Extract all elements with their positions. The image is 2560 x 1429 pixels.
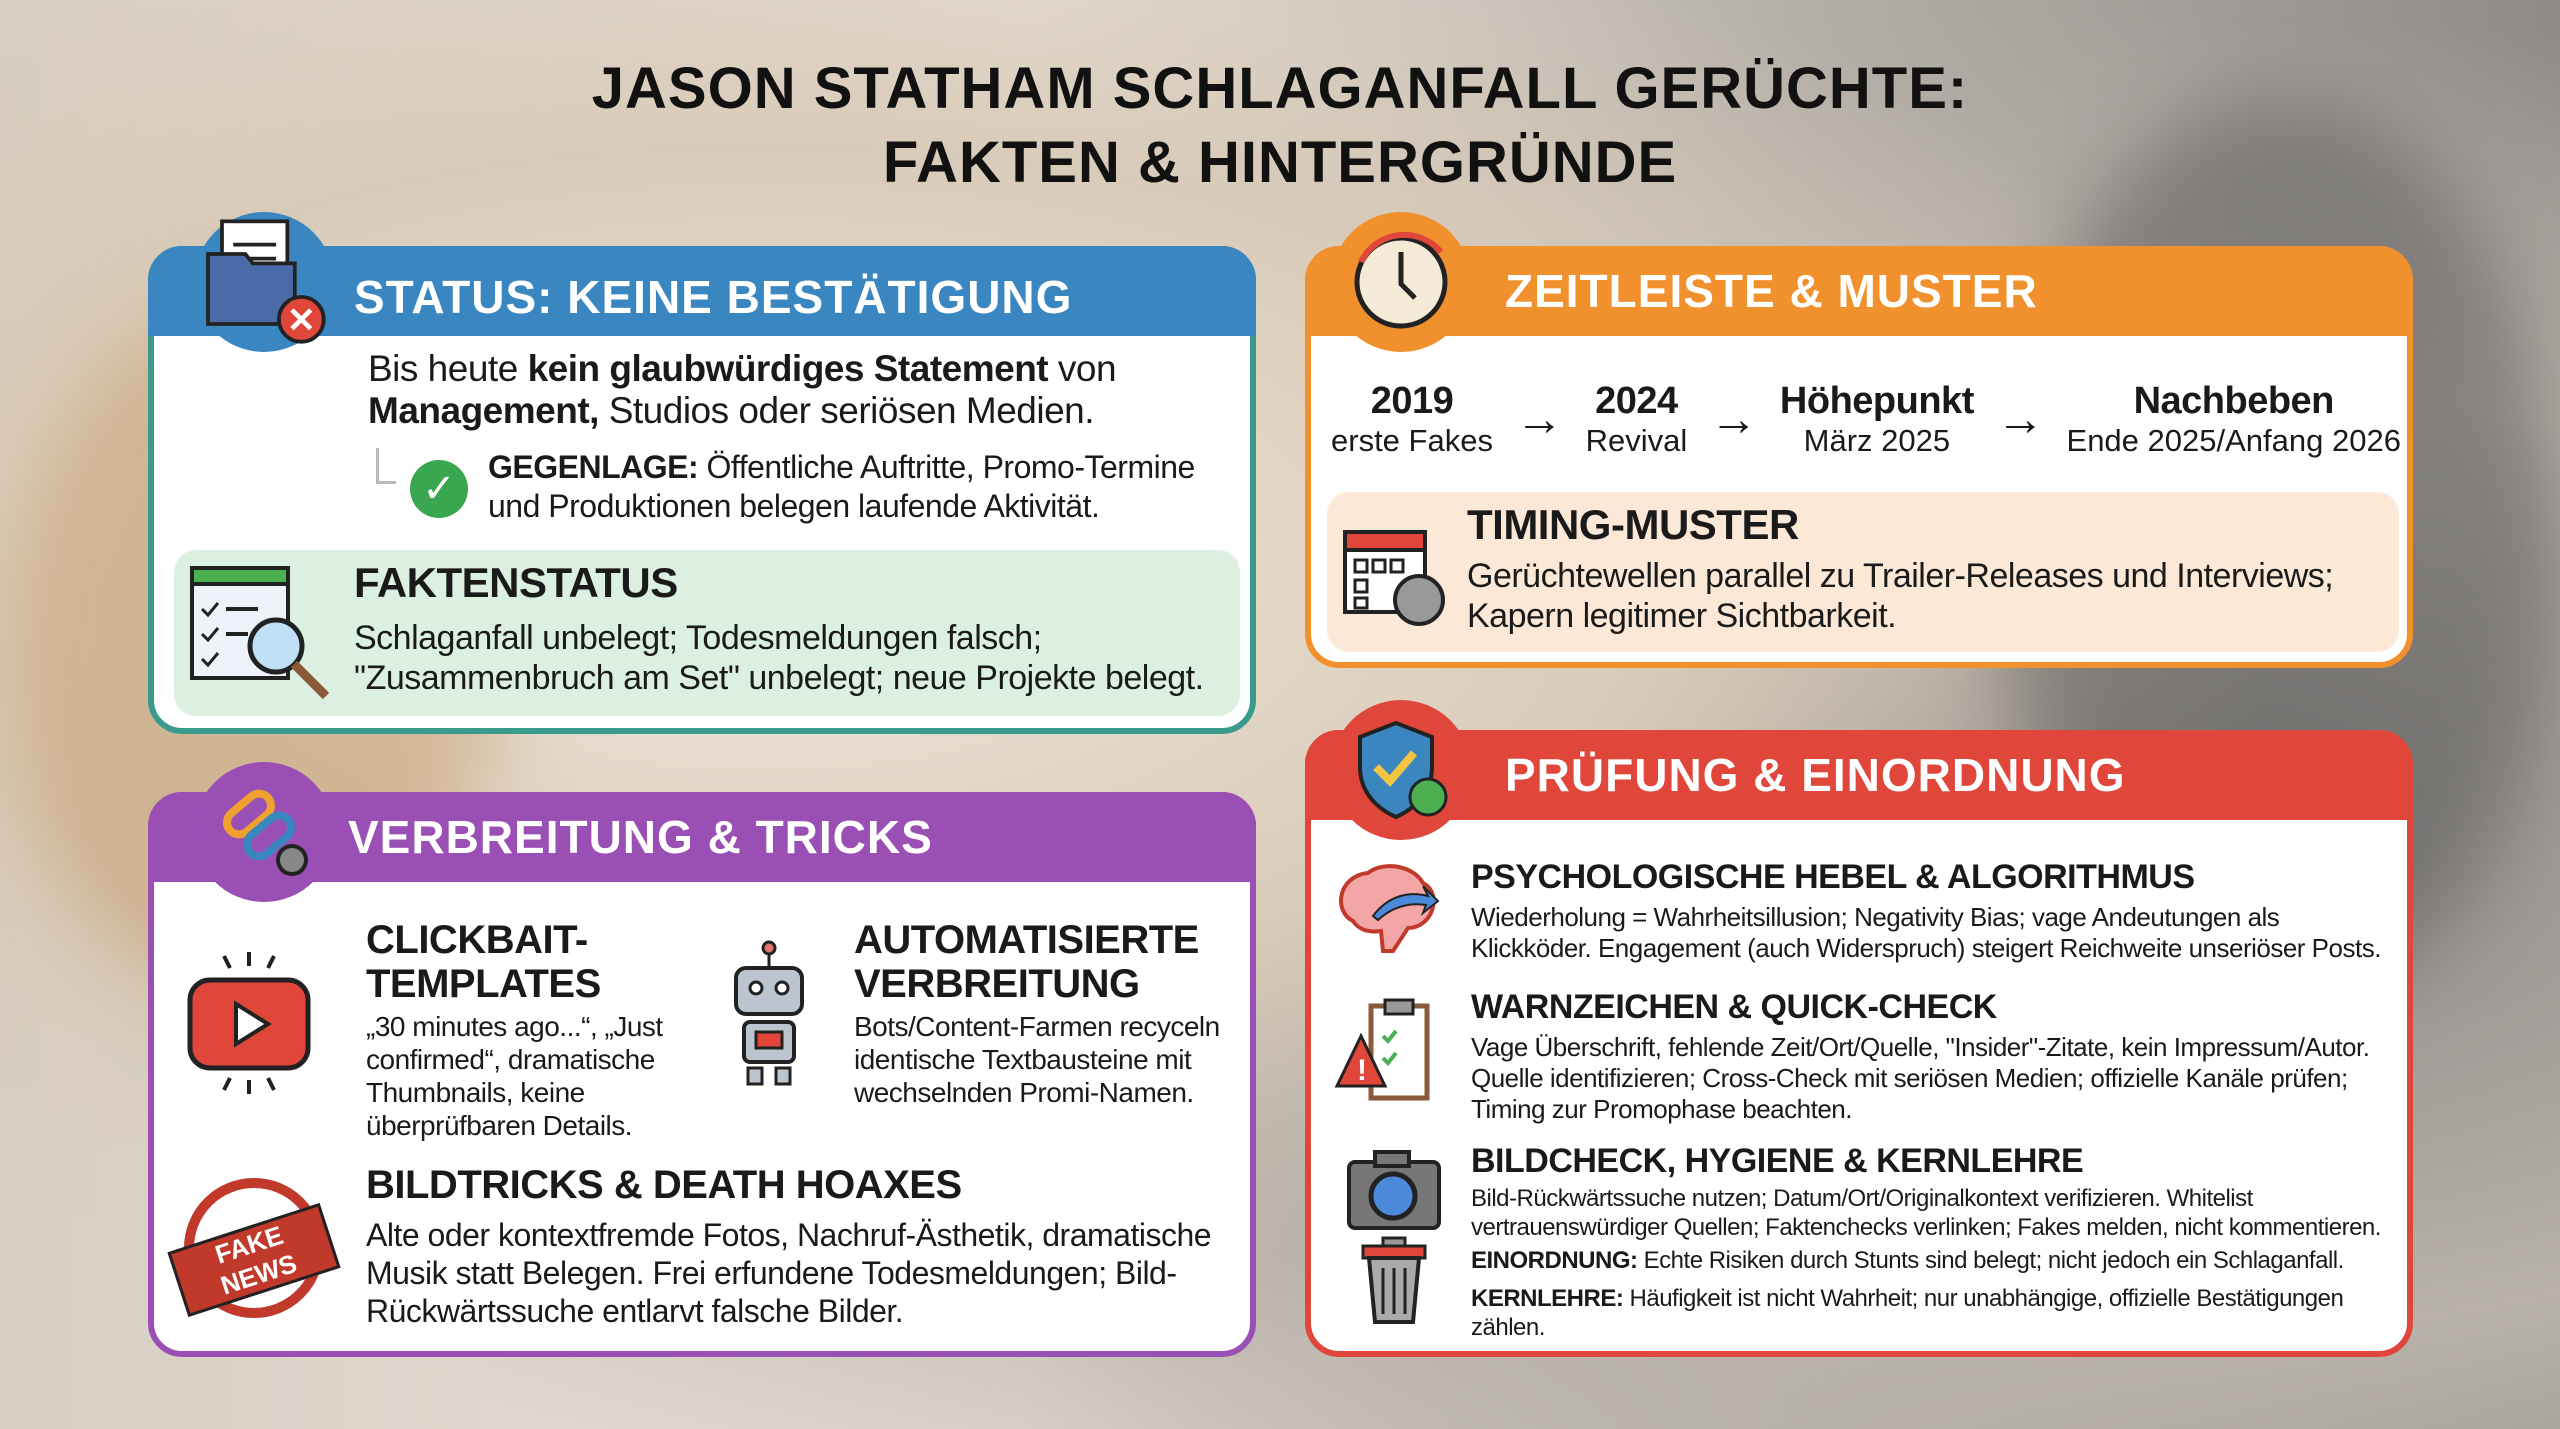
faktenstatus-title: FAKTENSTATUS — [354, 559, 678, 606]
robot-icon — [714, 938, 824, 1093]
calendar-film-icon — [1341, 522, 1451, 637]
shield-check-icon — [1331, 700, 1471, 840]
clickbait-title: CLICKBAIT-TEMPLATES — [366, 918, 601, 1006]
svg-text:!: ! — [1357, 1054, 1367, 1087]
timeline-heading: ZEITLEISTE & MUSTER — [1505, 265, 2038, 317]
check-icon: ✓ — [410, 460, 468, 518]
warning-title: WARNZEICHEN & QUICK-CHECK — [1471, 988, 1997, 1026]
check-header — [1305, 730, 2413, 820]
timeline-step: 2024 Revival — [1585, 380, 1688, 458]
faktenstatus-text: Schlaganfall unbelegt; Todesmeldungen falsch; "Zusammenbruch am Set" unbelegt; neue Projekte belegt. — [354, 619, 1204, 697]
brain-icon — [1333, 861, 1443, 966]
bildcheck-title: BILDCHECK, HYGIENE & KERNLEHRE — [1471, 1142, 2084, 1180]
page-title: JASON STATHAM SCHLAGANFALL GERÜCHTE: FAKTEN & HINTERGRÜNDE — [591, 56, 1969, 195]
spread-card — [148, 792, 1256, 1357]
kernlehre-text: KERNLEHRE: Häufigkeit ist nicht Wahrheit; nur unabhängige, offizielle Bestätigungen zählen. — [1471, 1285, 2344, 1341]
spread-heading: VERBREITUNG & TRICKS — [348, 811, 933, 863]
einordnung-text: EINORDNUNG: Echte Risiken durch Stunts sind belegt; nicht jedoch ein Schlaganfall. — [1471, 1247, 2344, 1274]
check-heading: PRÜFUNG & EINORDNUNG — [1505, 749, 2126, 801]
clickbait-text: „30 minutes ago...“, „Just confirmed“, dramatische Thumbnails, keine überprüfbaren Details. — [366, 1011, 663, 1141]
status-statement: Bis heute kein glaubwürdiges Statement von Management, Studios oder seriösen Medien. — [368, 348, 1117, 431]
timeline-header — [1305, 246, 2413, 336]
bildtricks-title: BILDTRICKS & DEATH HOAXES — [366, 1163, 962, 1207]
timeline-step: 2019 erste Fakes — [1331, 380, 1493, 458]
bildcheck-text: Bild-Rückwärtssuche nutzen; Datum/Ort/Originalkontext verifizieren. Whitelist vertrauenswürdiger Quellen; Faktenchecks verlinken; Fakes melden, nicht kommentieren. — [1471, 1185, 2381, 1241]
connector-line — [376, 448, 396, 484]
automation-title: AUTOMATISIERTE VERBREITUNG — [854, 918, 1199, 1006]
trash-icon — [1359, 1236, 1429, 1331]
timeline-steps — [1331, 380, 2401, 459]
status-heading: STATUS: KEINE BESTÄTIGUNG — [354, 271, 1073, 323]
video-play-icon — [184, 948, 314, 1103]
clock-icon — [1331, 212, 1471, 352]
folder-x-icon — [194, 212, 334, 352]
timing-box — [1327, 492, 2399, 652]
camera-icon — [1345, 1146, 1445, 1241]
status-card — [148, 246, 1256, 734]
fake-news-stamp-icon: FAKE NEWS — [184, 1178, 324, 1318]
warning-text: Vage Überschrift, fehlende Zeit/Ort/Quelle, "Insider"-Zitate, kein Impressum/Autor. Quelle identifizieren; Cross-Check mit seriösen Medien; offizielle Kanäle prüfen; Timing zur Promophase beachten. — [1471, 1032, 2370, 1124]
arrow-right-icon: → — [1996, 393, 2045, 446]
timeline-step: Höhepunkt März 2025 — [1779, 380, 1974, 458]
checklist-magnifier-icon — [188, 564, 338, 709]
chain-gear-icon — [194, 762, 334, 902]
timing-text: Gerüchtewellen parallel zu Trailer-Releases und Interviews; Kapern legitimer Sichtbarkeit. — [1467, 557, 2334, 635]
timeline-step: Nachbeben Ende 2025/Anfang 2026 — [2066, 380, 2401, 458]
psychology-title: PSYCHOLOGISCHE HEBEL & ALGORITHMUS — [1471, 858, 2195, 896]
timing-title: TIMING-MUSTER — [1467, 501, 1799, 548]
check-card — [1305, 730, 2413, 1357]
faktenstatus-box — [174, 550, 1240, 716]
timeline-card — [1305, 246, 2413, 668]
arrow-right-icon: → — [1709, 393, 1758, 446]
bildtricks-text: Alte oder kontextfremde Fotos, Nachruf-Ästhetik, dramatische Musik statt Belegen. Frei erfundene Todesmeldungen; Bild-Rückwärtssuche entlarvt falsche Bilder. — [366, 1217, 1212, 1329]
automation-text: Bots/Content-Farmen recyceln identische Textbausteine mit wechselnden Promi-Namen. — [854, 1011, 1220, 1108]
gegenlage-text: GEGENLAGE: Öffentliche Auftritte, Promo-Termine und Produktionen belegen laufende Aktivität. — [488, 449, 1195, 524]
arrow-right-icon: → — [1515, 393, 1564, 446]
psychology-text: Wiederholung = Wahrheitsillusion; Negativity Bias; vage Andeutungen als Klickköder. Engagement (auch Widerspruch) steigert Reichweite unseriöser Posts. — [1471, 902, 2381, 963]
warning-clipboard-icon — [1333, 996, 1443, 1111]
